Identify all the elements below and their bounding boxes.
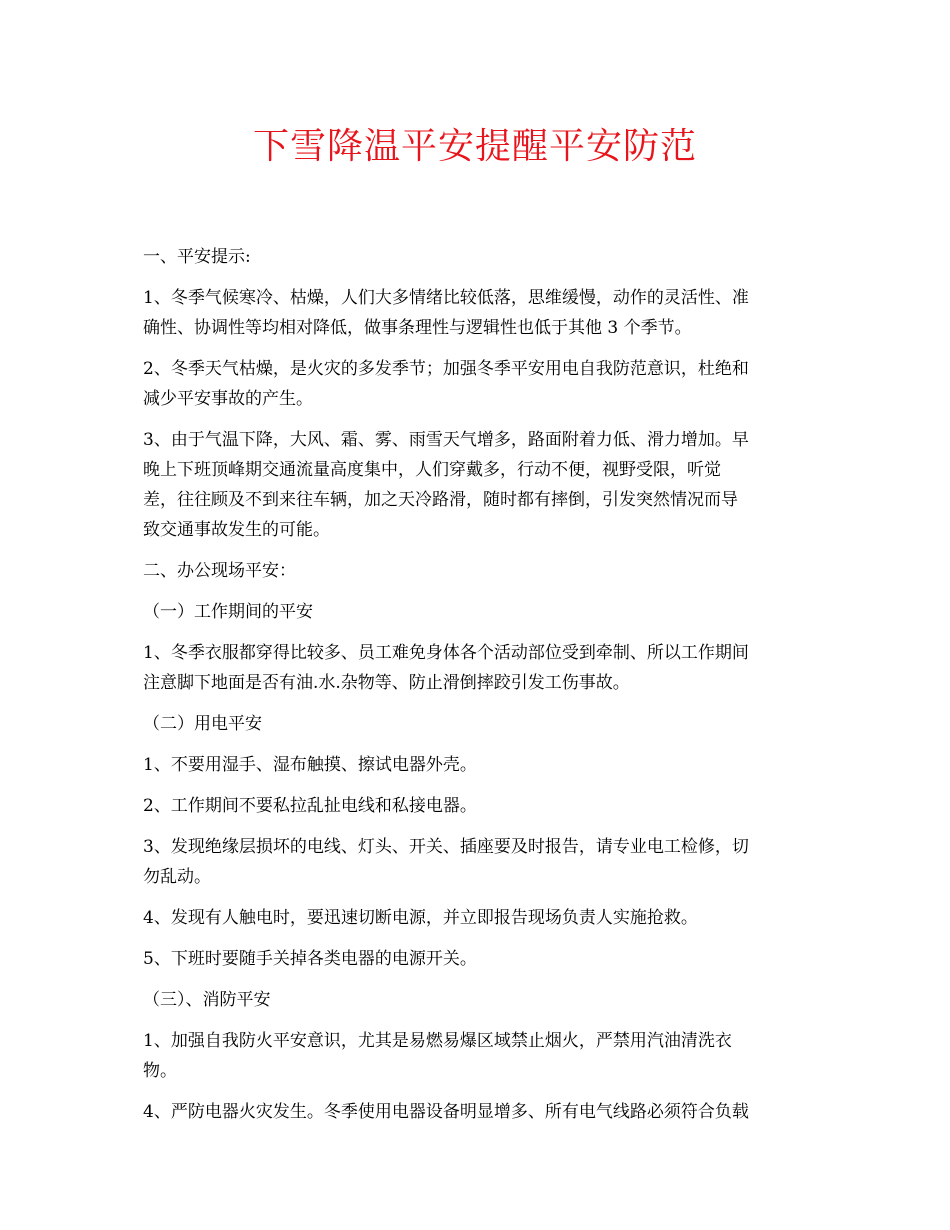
paragraph-line: 3、由于气温下降，大风、霜、雾、雨雪天气增多，路面附着力低、滑力增加。早 (143, 430, 749, 450)
paragraph-line: 物。 (143, 1061, 177, 1081)
paragraph-electric-5 (143, 944, 807, 974)
paragraph-line: 1、不要用湿手、湿布触摸、擦试电器外壳。 (143, 755, 477, 775)
paragraph-work-1 (143, 638, 807, 698)
paragraph-fire-4 (143, 1097, 807, 1127)
document-title: 下雪降温平安提醒平安防范 (252, 126, 697, 167)
document-body (143, 242, 807, 1127)
paragraph-line: 1、加强自我防火平安意识，尤其是易燃易爆区域禁止烟火，严禁用汽油清洗衣 (143, 1031, 732, 1051)
section-heading-office-safety: 二、办公现场平安： (143, 561, 296, 581)
subsection-heading-fire-safety: （三）、消防平安 (143, 990, 271, 1010)
paragraph-electric-3 (143, 832, 807, 892)
paragraph-line: 4、发现有人触电时，要迅速切断电源，并立即报告现场负责人实施抢救。 (143, 908, 698, 928)
paragraph-line: 5、下班时要随手关掉各类电器的电源开关。 (143, 949, 477, 969)
paragraph-line: 晚上下班顶峰期交通流量高度集中，人们穿戴多，行动不便，视野受限，听觉 (143, 460, 721, 480)
paragraph-electric-2 (143, 791, 807, 821)
paragraph-tip-1 (143, 283, 807, 343)
paragraph-line: 1、冬季衣服都穿得比较多、员工难免身体各个活动部位受到牵制、所以工作期间 (143, 643, 749, 663)
paragraph-line: 确性、协调性等均相对降低，做事条理性与逻辑性也低于其他 3 个季节。 (143, 318, 692, 338)
paragraph-line: 减少平安事故的产生。 (143, 389, 313, 409)
subsection-heading-electric-safety: （二）用电平安 (143, 714, 262, 734)
paragraph-line: 4、严防电器火灾发生。冬季使用电器设备明显增多、所有电气线路必须符合负载 (143, 1102, 749, 1122)
paragraph-line: 差，往往顾及不到来往车辆，加之天冷路滑，随时都有摔倒，引发突然情况而导 (143, 490, 738, 510)
paragraph-line: 勿乱动。 (143, 867, 211, 887)
paragraph-line: 注意脚下地面是否有油.水.杂物等、防止滑倒摔跤引发工伤事故。 (143, 673, 630, 693)
paragraph-electric-4 (143, 903, 807, 933)
paragraph-tip-3 (143, 425, 807, 545)
paragraph-line: 2、冬季天气枯燥，是火灾的多发季节；加强冬季平安用电自我防范意识，杜绝和 (143, 359, 749, 379)
section-heading-safety-tips: 一、平安提示: (143, 247, 251, 267)
paragraph-line: 3、发现绝缘层损坏的电线、灯头、开关、插座要及时报告，请专业电工检修，切 (143, 837, 749, 857)
paragraph-electric-1 (143, 750, 807, 780)
subsection-heading-work-period: （一）工作期间的平安 (143, 602, 313, 622)
paragraph-line: 致交通事故发生的可能。 (143, 520, 330, 540)
paragraph-fire-1 (143, 1026, 807, 1086)
paragraph-line: 1、冬季气候寒冷、枯燥，人们大多情绪比较低落，思维缓慢，动作的灵活性、准 (143, 288, 749, 308)
paragraph-tip-2 (143, 354, 807, 414)
paragraph-line: 2、工作期间不要私拉乱扯电线和私接电器。 (143, 796, 477, 816)
